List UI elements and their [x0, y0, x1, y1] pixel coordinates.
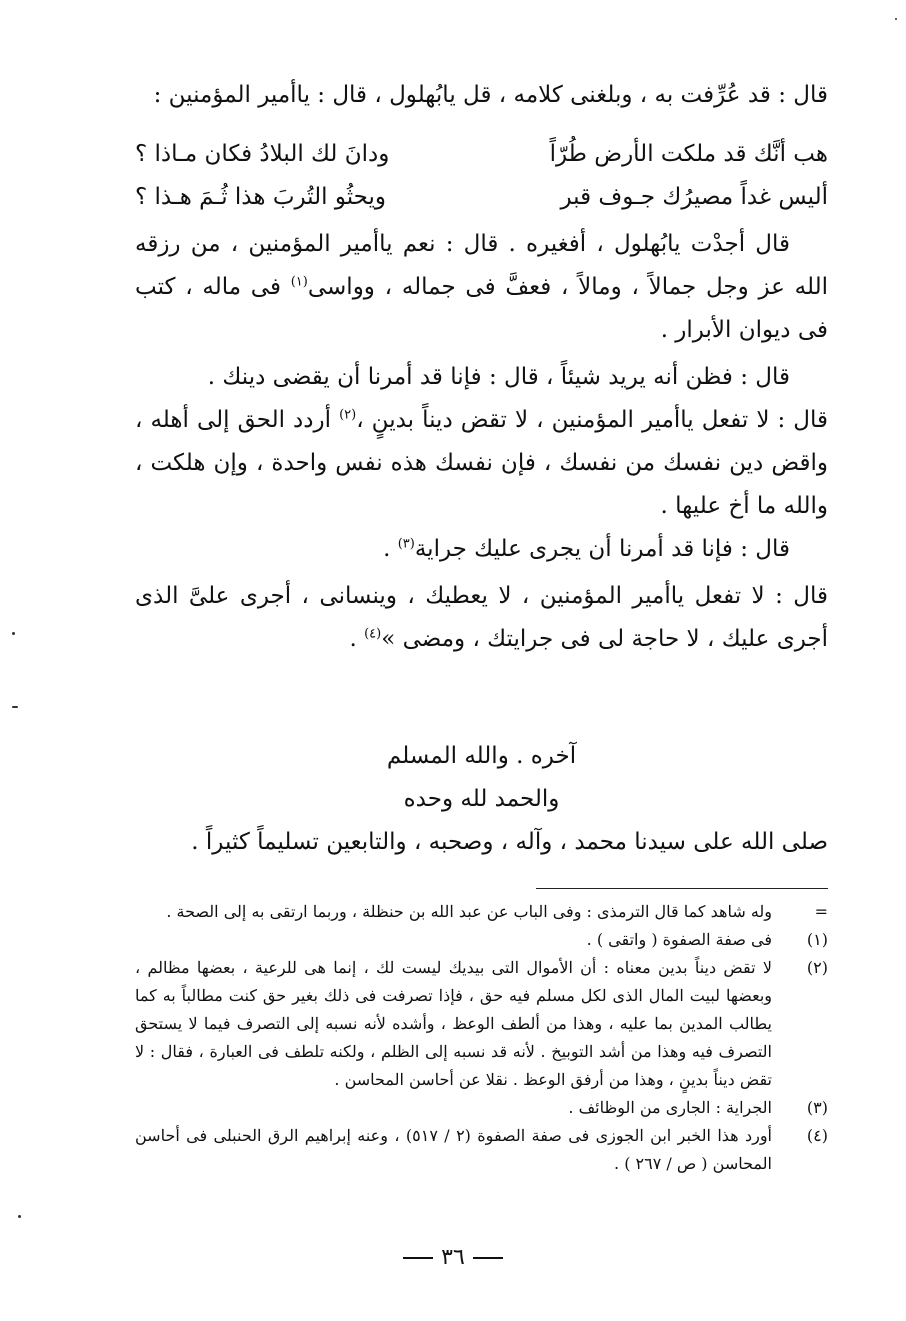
paragraph-4-text-a: قال : لا تفعل ياأمير المؤمنين ، لا تقض ديناً بدينٍ ،: [356, 407, 828, 433]
paragraph-2-end: فى ماله ، كتب فى ديوان الأبرار .: [135, 274, 828, 343]
footnote-marker: =: [814, 902, 828, 921]
page-number-value: ٣٦: [441, 1245, 465, 1270]
paragraph-4: [135, 399, 828, 528]
paragraph-2: [135, 223, 828, 352]
page-number-dash-right: [473, 1257, 503, 1259]
verse-2-left-hemistich: ويحثُو التُربَ هذا ثُـمَ هـذا ؟: [135, 184, 386, 210]
footnote-2: [135, 954, 828, 1094]
footnote-ref-2: (٢): [339, 407, 357, 423]
paragraph-2-text: قال أجدْت يابُهلول ، أفغيره . قال : نعم ياأمير المؤمنين ، من رزقه الله عز وجل جمالاً ، ومالاً ، فعفَّ فى جماله ، وواسى: [135, 231, 828, 300]
footnote-4: [135, 1122, 828, 1178]
paragraph-5: [135, 528, 828, 571]
footnote-continuation: [135, 898, 828, 926]
colophon-line-1: آخره . والله المسلم: [386, 743, 577, 769]
verse-1-right-hemistich: هب أنَّك قد ملكت الأرض طُرّاً: [549, 141, 828, 167]
footnote-ref-4: (٤): [364, 626, 382, 642]
footnotes: [135, 898, 828, 1178]
paragraph-5-text-b: .: [383, 536, 398, 562]
paragraph-4-text-b: أردد الحق إلى أهله ، واقض دين نفسك من نفسك ، فإن نفسك هذه نفس واحدة ، وإن هلكت ، والله ما أخ عليها .: [135, 407, 828, 519]
footnote-text: أورد هذا الخبر ابن الجوزى فى صفة الصفوة (٢ / ٥١٧) ، وعنه إبراهيم الرق الحنبلى فى أحاسن المحاسن ( ص / ٢٦٧ ) .: [135, 1126, 773, 1173]
verse-line-2: [135, 176, 828, 219]
colophon-line-2: والحمد لله وحده: [403, 786, 560, 812]
footnote-marker: (٤): [806, 1126, 828, 1145]
paragraph-1: قال : قد عُرِّفت به ، وبلغنى كلامه ، قل يابُهلول ، قال : ياأمير المؤمنين :: [153, 82, 828, 108]
scan-speck: [12, 706, 18, 708]
page-number: [0, 1245, 906, 1270]
closing-colophon: [135, 735, 828, 864]
footnote-text: فى صفة الصفوة ( واتقى ) .: [586, 930, 772, 949]
footnote-text: الجراية : الجارى من الوظائف .: [568, 1098, 772, 1117]
footnote-marker: (٢): [806, 958, 828, 977]
verse-1-left-hemistich: ودانَ لك البلادُ فكان مـاذا ؟: [135, 141, 390, 167]
footnote-separator: [536, 888, 828, 889]
paragraph-6-text-b: .: [349, 626, 365, 652]
footnote-marker: (٣): [806, 1098, 828, 1117]
scan-speck: [18, 1215, 21, 1218]
main-text-body: [135, 74, 828, 661]
scan-speck: [12, 632, 15, 635]
verse-line-1: [135, 133, 828, 176]
footnote-marker: (١): [806, 930, 828, 949]
footnote-3: [135, 1094, 828, 1122]
footnote-1: [135, 926, 828, 954]
paragraph-5-text-a: قال : فإنا قد أمرنا أن يجرى عليك جراية: [414, 536, 790, 562]
page-number-dash-left: [403, 1257, 433, 1259]
colophon-line-3: صلى الله على سيدنا محمد ، وآله ، وصحبه ، والتابعين تسليماً كثيراً .: [191, 829, 828, 855]
paragraph-6: [135, 575, 828, 661]
footnote-text: لا تقض ديناً بدين معناه : أن الأموال التى بيديك ليست لك ، إنما هى للرعية ، بعضها مظالم ، وبعضها لبيت المال الذى لكل مسلم فيه حق ، فإذا تصرفت فى ذلك بغير حق كنت مطالباً به كما يطالب المدين بما عليه ، وهذا من ألطف الوعظ ، وأشده لأنه نسبه إلى التصرف فيما لا يستحق التصرف فيه وهذا من أشد التوبيخ . لأنه قد نسبه إلى الظلم ، ولكنه تلطف فى العبارة ، فقال : لا تقض ديناً بدينٍ ، وهذا من أرفق الوعظ . نقلا عن أحاسن المحاسن .: [135, 958, 773, 1089]
paragraph-3: قال : فظن أنه يريد شيئاً ، قال : فإنا قد أمرنا أن يقضى دينك .: [207, 364, 790, 390]
scan-speck: [895, 18, 897, 20]
paragraph-6-text-a: قال : لا تفعل ياأمير المؤمنين ، لا يعطيك ، وينسانى ، أجرى علىَّ الذى أجرى عليك ، لا حاجة لى فى جرايتك ، ومضى »: [135, 583, 828, 652]
footnote-ref-1: (١): [290, 274, 308, 290]
footnote-ref-3: (٣): [397, 536, 415, 552]
verse-2-right-hemistich: أليس غداً مصيرُك جـوف قبر: [560, 184, 828, 210]
footnote-text: وله شاهد كما قال الترمذى : وفى الباب عن عبد الله بن حنظلة ، وربما ارتقى به إلى الصحة .: [166, 902, 772, 921]
